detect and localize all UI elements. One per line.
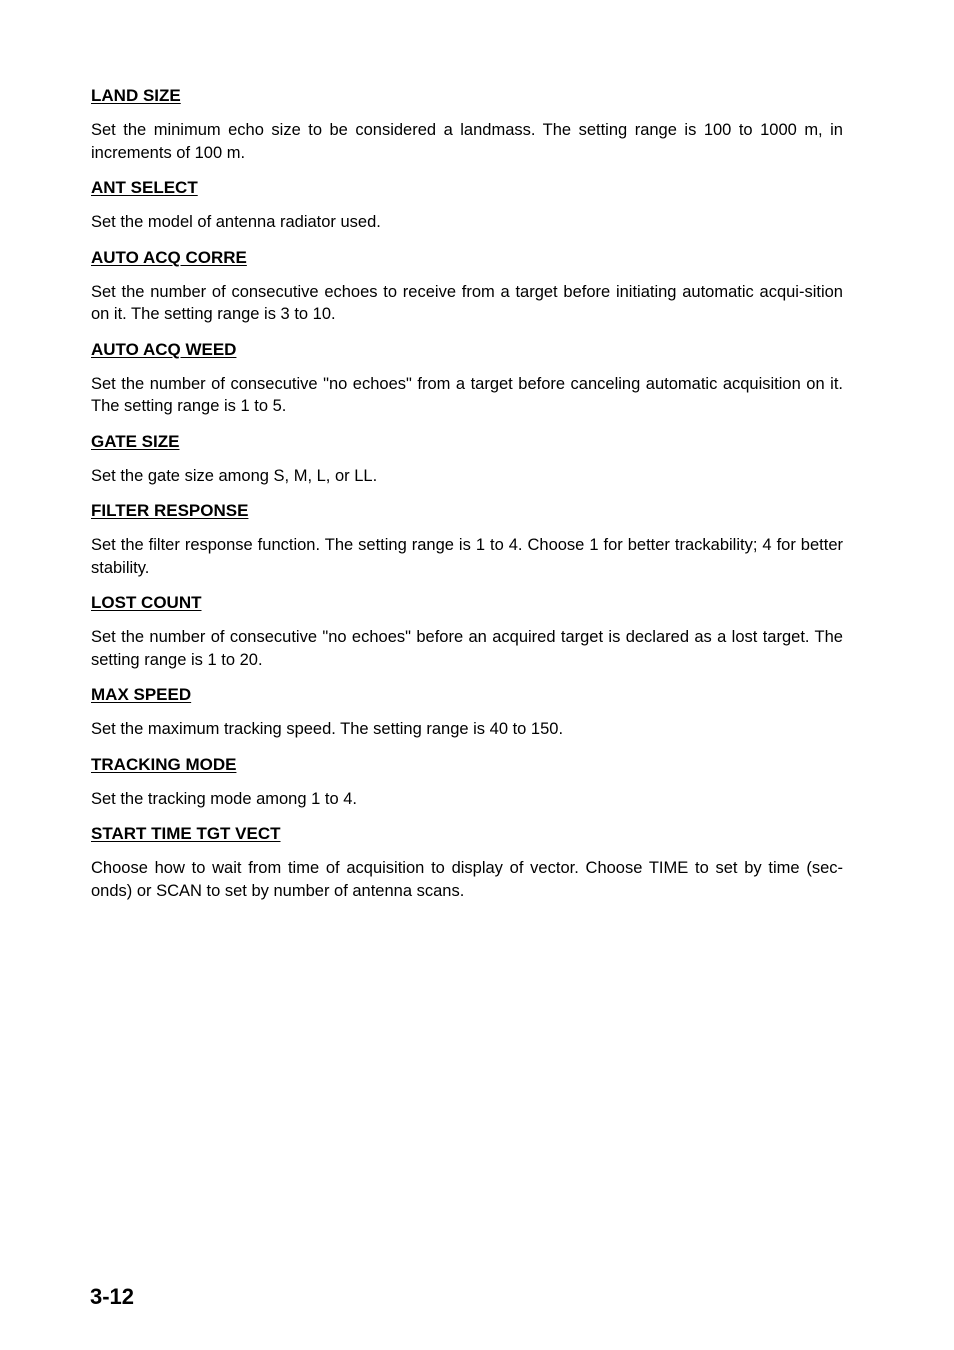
section-max-speed bbox=[91, 684, 843, 741]
section-heading: LOST COUNT bbox=[91, 593, 202, 612]
section-heading: ANT SELECT bbox=[91, 178, 198, 197]
section-text: Set the minimum echo size to be considered a landmass. The setting range is 100 to 1000 m, in increments of 100 m. bbox=[91, 121, 843, 162]
section-text: Set the number of consecutive "no echoes" before an acquired target is declared as a lost target. The setting range is 1 to 20. bbox=[91, 628, 843, 669]
section-text: Set the filter response function. The setting range is 1 to 4. Choose 1 for better trackability; 4 for better stability. bbox=[91, 536, 843, 577]
document-body bbox=[91, 85, 843, 915]
section-heading: AUTO ACQ CORRE bbox=[91, 247, 247, 267]
section-text: Choose how to wait from time of acquisition to display of vector. Choose TIME to set by time (sec-onds) or SCAN to set by number of antenna scans. bbox=[91, 859, 843, 900]
section-lost-count bbox=[91, 592, 843, 671]
section-heading: LAND SIZE bbox=[91, 86, 181, 105]
section-text: Set the maximum tracking speed. The setting range is 40 to 150. bbox=[91, 720, 564, 738]
page-number: 3-12 bbox=[90, 1284, 135, 1309]
section-heading: TRACKING MODE bbox=[91, 754, 237, 774]
section-text: Set the number of consecutive "no echoes" from a target before canceling automatic acquisition on it. The setting range is 1 to 5. bbox=[91, 374, 843, 415]
section-auto-acq-corre bbox=[91, 247, 843, 326]
section-heading: GATE SIZE bbox=[91, 431, 180, 451]
section-heading: FILTER RESPONSE bbox=[91, 501, 249, 520]
section-heading: START TIME TGT VECT bbox=[91, 824, 281, 843]
section-ant-select bbox=[91, 177, 843, 234]
section-gate-size bbox=[91, 431, 843, 488]
section-filter-response bbox=[91, 500, 843, 579]
section-text: Set the gate size among S, M, L, or LL. bbox=[91, 466, 378, 485]
section-text: Set the model of antenna radiator used. bbox=[91, 213, 381, 231]
section-auto-acq-weed bbox=[91, 339, 843, 418]
section-start-time-tgt-vect bbox=[91, 823, 843, 902]
section-tracking-mode bbox=[91, 754, 843, 811]
section-heading: AUTO ACQ WEED bbox=[91, 339, 237, 359]
section-text: Set the tracking mode among 1 to 4. bbox=[91, 789, 357, 808]
section-land-size bbox=[91, 85, 843, 164]
section-heading: MAX SPEED bbox=[91, 685, 192, 704]
section-text: Set the number of consecutive echoes to receive from a target before initiating automatic acqui-sition on it. The setting range is 3 to 10. bbox=[91, 282, 843, 323]
